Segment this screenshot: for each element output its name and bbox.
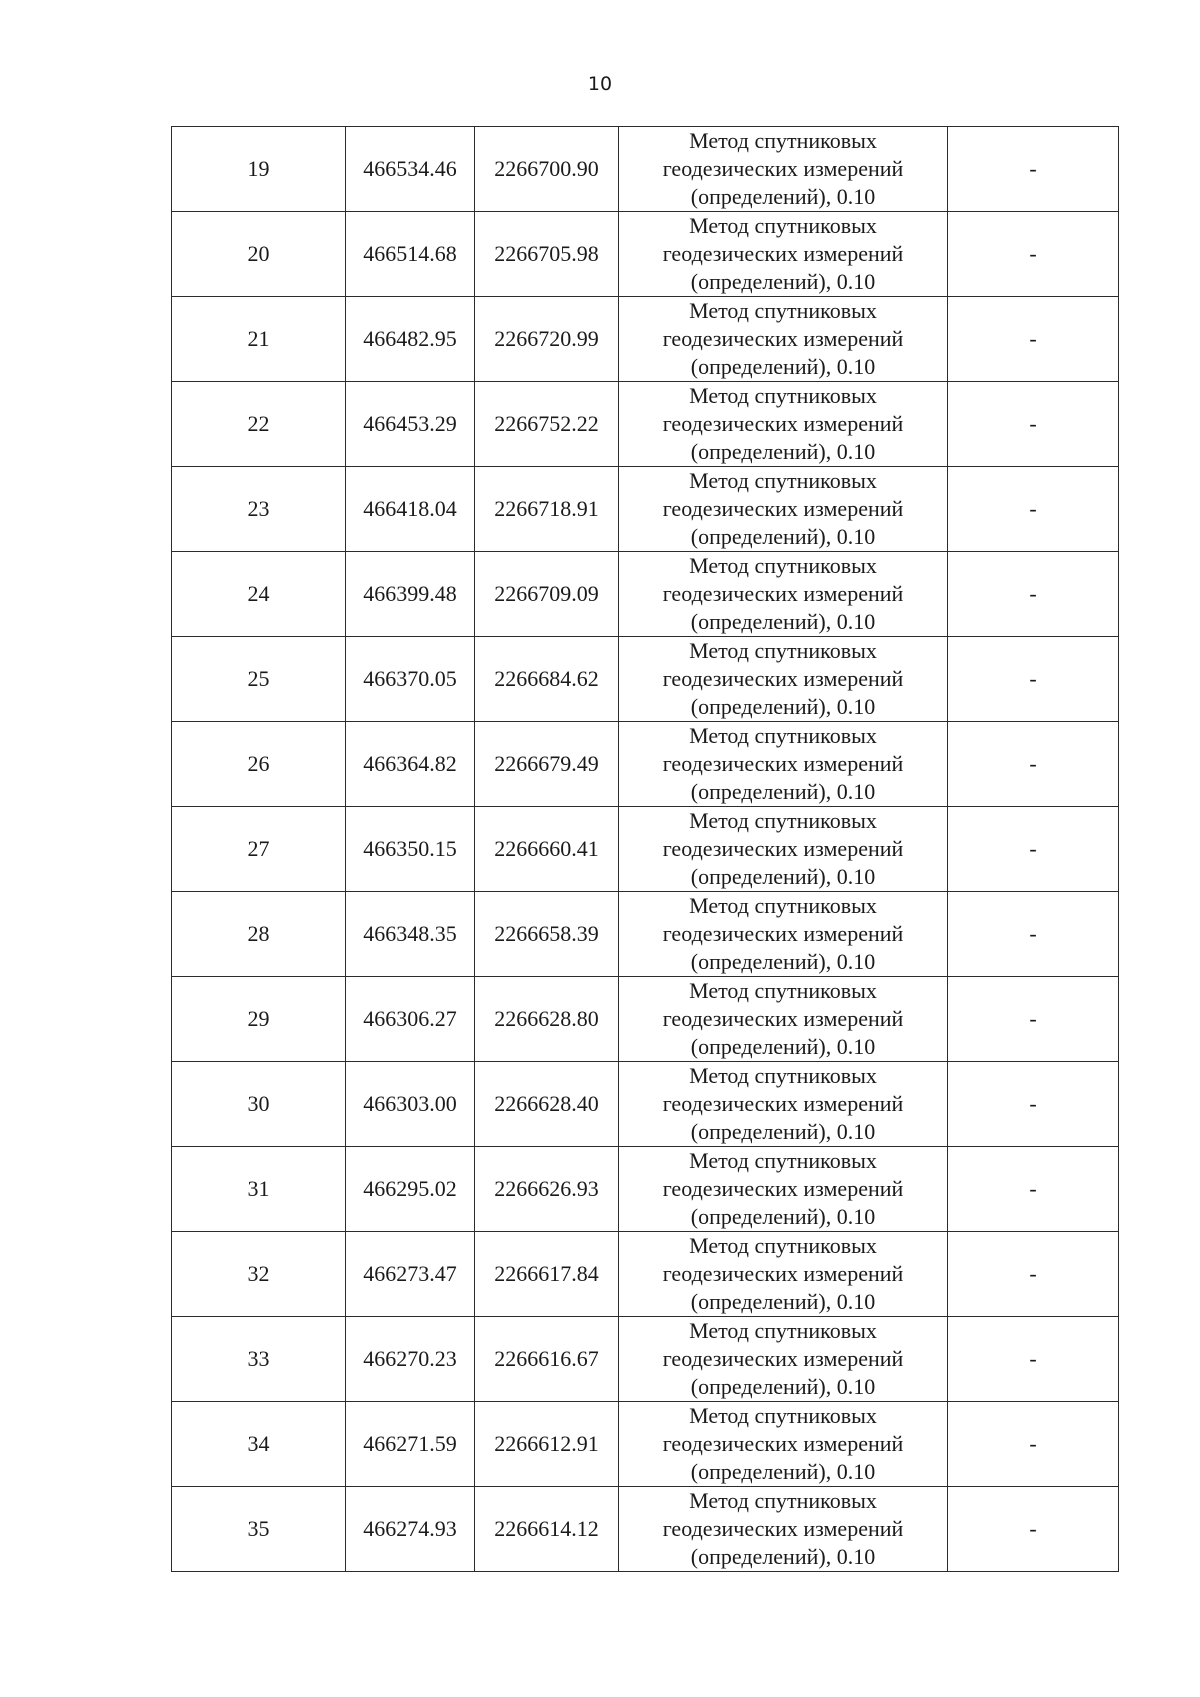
method-line: геодезических измерений bbox=[662, 156, 904, 181]
table-row bbox=[172, 297, 1119, 382]
note-cell: - bbox=[948, 552, 1119, 637]
note-cell: - bbox=[948, 977, 1119, 1062]
point-number-cell: 24 bbox=[172, 552, 346, 637]
y-coordinate-cell: 2266617.84 bbox=[475, 1232, 619, 1317]
x-coordinate-cell: 466306.27 bbox=[346, 977, 475, 1062]
method-line: (определений), 0.10 bbox=[690, 1119, 876, 1144]
y-coordinate-cell: 2266679.49 bbox=[475, 722, 619, 807]
method-line: Метод спутниковых bbox=[689, 638, 877, 663]
y-coordinate-cell: 2266684.62 bbox=[475, 637, 619, 722]
method-line: геодезических измерений bbox=[662, 411, 904, 436]
table-row bbox=[172, 467, 1119, 552]
method-line: геодезических измерений bbox=[662, 751, 904, 776]
y-coordinate-cell: 2266616.67 bbox=[475, 1317, 619, 1402]
y-coordinate-cell: 2266660.41 bbox=[475, 807, 619, 892]
y-coordinate-cell: 2266700.90 bbox=[475, 127, 619, 212]
method-line: Метод спутниковых bbox=[689, 1403, 877, 1428]
x-coordinate-cell: 466273.47 bbox=[346, 1232, 475, 1317]
method-line: (определений), 0.10 bbox=[690, 949, 876, 974]
table-row bbox=[172, 892, 1119, 977]
method-line: геодезических измерений bbox=[662, 1346, 904, 1371]
y-coordinate-cell: 2266709.09 bbox=[475, 552, 619, 637]
method-line: (определений), 0.10 bbox=[690, 864, 876, 889]
table-row bbox=[172, 1402, 1119, 1487]
note-cell: - bbox=[948, 1487, 1119, 1572]
method-line: (определений), 0.10 bbox=[690, 439, 876, 464]
table-row bbox=[172, 212, 1119, 297]
note-cell: - bbox=[948, 297, 1119, 382]
method-cell bbox=[619, 1147, 948, 1232]
method-cell bbox=[619, 1062, 948, 1147]
x-coordinate-cell: 466303.00 bbox=[346, 1062, 475, 1147]
method-cell bbox=[619, 1232, 948, 1317]
method-line: (определений), 0.10 bbox=[690, 609, 876, 634]
method-line: (определений), 0.10 bbox=[690, 1544, 876, 1569]
x-coordinate-cell: 466295.02 bbox=[346, 1147, 475, 1232]
note-cell: - bbox=[948, 892, 1119, 977]
method-line: геодезических измерений bbox=[662, 581, 904, 606]
note-cell: - bbox=[948, 637, 1119, 722]
method-line: (определений), 0.10 bbox=[690, 184, 876, 209]
point-number-cell: 32 bbox=[172, 1232, 346, 1317]
y-coordinate-cell: 2266612.91 bbox=[475, 1402, 619, 1487]
note-cell: - bbox=[948, 1317, 1119, 1402]
method-line: (определений), 0.10 bbox=[690, 1374, 876, 1399]
x-coordinate-cell: 466418.04 bbox=[346, 467, 475, 552]
point-number-cell: 19 bbox=[172, 127, 346, 212]
method-line: (определений), 0.10 bbox=[690, 524, 876, 549]
method-line: (определений), 0.10 bbox=[690, 1204, 876, 1229]
x-coordinate-cell: 466364.82 bbox=[346, 722, 475, 807]
table-row bbox=[172, 1062, 1119, 1147]
table-row bbox=[172, 977, 1119, 1062]
y-coordinate-cell: 2266720.99 bbox=[475, 297, 619, 382]
method-line: геодезических измерений bbox=[662, 666, 904, 691]
method-cell bbox=[619, 552, 948, 637]
point-number-cell: 26 bbox=[172, 722, 346, 807]
method-line: (определений), 0.10 bbox=[690, 779, 876, 804]
point-number-cell: 27 bbox=[172, 807, 346, 892]
method-line: геодезических измерений bbox=[662, 1176, 904, 1201]
note-cell: - bbox=[948, 1402, 1119, 1487]
x-coordinate-cell: 466453.29 bbox=[346, 382, 475, 467]
note-cell: - bbox=[948, 807, 1119, 892]
table-row bbox=[172, 1317, 1119, 1402]
note-cell: - bbox=[948, 1147, 1119, 1232]
method-line: геодезических измерений bbox=[662, 241, 904, 266]
point-number-cell: 34 bbox=[172, 1402, 346, 1487]
method-line: геодезических измерений bbox=[662, 1006, 904, 1031]
note-cell: - bbox=[948, 722, 1119, 807]
point-number-cell: 33 bbox=[172, 1317, 346, 1402]
point-number-cell: 28 bbox=[172, 892, 346, 977]
y-coordinate-cell: 2266658.39 bbox=[475, 892, 619, 977]
y-coordinate-cell: 2266752.22 bbox=[475, 382, 619, 467]
method-line: (определений), 0.10 bbox=[690, 269, 876, 294]
x-coordinate-cell: 466514.68 bbox=[346, 212, 475, 297]
method-line: геодезических измерений bbox=[662, 1516, 904, 1541]
method-cell bbox=[619, 807, 948, 892]
method-line: геодезических измерений bbox=[662, 1431, 904, 1456]
method-line: Метод спутниковых bbox=[689, 298, 877, 323]
point-number-cell: 23 bbox=[172, 467, 346, 552]
method-line: Метод спутниковых bbox=[689, 893, 877, 918]
x-coordinate-cell: 466271.59 bbox=[346, 1402, 475, 1487]
x-coordinate-cell: 466350.15 bbox=[346, 807, 475, 892]
method-cell bbox=[619, 297, 948, 382]
method-line: Метод спутниковых bbox=[689, 1233, 877, 1258]
method-line: Метод спутниковых bbox=[689, 553, 877, 578]
table-row bbox=[172, 722, 1119, 807]
method-line: геодезических измерений bbox=[662, 1091, 904, 1116]
note-cell: - bbox=[948, 467, 1119, 552]
method-line: Метод спутниковых bbox=[689, 1148, 877, 1173]
method-line: Метод спутниковых bbox=[689, 1488, 877, 1513]
page-number: 10 bbox=[587, 73, 613, 95]
method-line: геодезических измерений bbox=[662, 921, 904, 946]
x-coordinate-cell: 466274.93 bbox=[346, 1487, 475, 1572]
table-row bbox=[172, 552, 1119, 637]
x-coordinate-cell: 466348.35 bbox=[346, 892, 475, 977]
point-number-cell: 30 bbox=[172, 1062, 346, 1147]
method-line: геодезических измерений bbox=[662, 836, 904, 861]
point-number-cell: 31 bbox=[172, 1147, 346, 1232]
coordinates-table bbox=[171, 126, 1119, 1572]
note-cell: - bbox=[948, 1062, 1119, 1147]
note-cell: - bbox=[948, 212, 1119, 297]
method-cell bbox=[619, 977, 948, 1062]
x-coordinate-cell: 466370.05 bbox=[346, 637, 475, 722]
method-line: Метод спутниковых bbox=[689, 1063, 877, 1088]
table-row bbox=[172, 637, 1119, 722]
method-cell bbox=[619, 1487, 948, 1572]
point-number-cell: 35 bbox=[172, 1487, 346, 1572]
method-cell bbox=[619, 1402, 948, 1487]
point-number-cell: 21 bbox=[172, 297, 346, 382]
method-line: Метод спутниковых bbox=[689, 468, 877, 493]
method-line: (определений), 0.10 bbox=[690, 1034, 876, 1059]
method-cell bbox=[619, 212, 948, 297]
method-cell bbox=[619, 382, 948, 467]
method-line: геодезических измерений bbox=[662, 1261, 904, 1286]
method-line: геодезических измерений bbox=[662, 326, 904, 351]
y-coordinate-cell: 2266614.12 bbox=[475, 1487, 619, 1572]
method-line: (определений), 0.10 bbox=[690, 694, 876, 719]
coordinates-table-body bbox=[172, 127, 1119, 1572]
y-coordinate-cell: 2266628.40 bbox=[475, 1062, 619, 1147]
x-coordinate-cell: 466399.48 bbox=[346, 552, 475, 637]
method-line: Метод спутниковых bbox=[689, 213, 877, 238]
table-row bbox=[172, 1487, 1119, 1572]
y-coordinate-cell: 2266718.91 bbox=[475, 467, 619, 552]
method-cell bbox=[619, 127, 948, 212]
method-line: Метод спутниковых bbox=[689, 808, 877, 833]
x-coordinate-cell: 466270.23 bbox=[346, 1317, 475, 1402]
table-row bbox=[172, 1147, 1119, 1232]
method-line: Метод спутниковых bbox=[689, 978, 877, 1003]
x-coordinate-cell: 466482.95 bbox=[346, 297, 475, 382]
table-row bbox=[172, 127, 1119, 212]
note-cell: - bbox=[948, 1232, 1119, 1317]
method-line: (определений), 0.10 bbox=[690, 354, 876, 379]
method-line: (определений), 0.10 bbox=[690, 1459, 876, 1484]
note-cell: - bbox=[948, 382, 1119, 467]
table-row bbox=[172, 807, 1119, 892]
method-cell bbox=[619, 892, 948, 977]
point-number-cell: 22 bbox=[172, 382, 346, 467]
method-line: геодезических измерений bbox=[662, 496, 904, 521]
point-number-cell: 29 bbox=[172, 977, 346, 1062]
method-cell bbox=[619, 1317, 948, 1402]
method-line: Метод спутниковых bbox=[689, 723, 877, 748]
method-cell bbox=[619, 637, 948, 722]
table-row bbox=[172, 1232, 1119, 1317]
y-coordinate-cell: 2266626.93 bbox=[475, 1147, 619, 1232]
y-coordinate-cell: 2266628.80 bbox=[475, 977, 619, 1062]
y-coordinate-cell: 2266705.98 bbox=[475, 212, 619, 297]
method-line: Метод спутниковых bbox=[689, 1318, 877, 1343]
method-line: Метод спутниковых bbox=[689, 128, 877, 153]
point-number-cell: 20 bbox=[172, 212, 346, 297]
table-row bbox=[172, 382, 1119, 467]
point-number-cell: 25 bbox=[172, 637, 346, 722]
method-line: (определений), 0.10 bbox=[690, 1289, 876, 1314]
note-cell: - bbox=[948, 127, 1119, 212]
method-cell bbox=[619, 467, 948, 552]
method-line: Метод спутниковых bbox=[689, 383, 877, 408]
x-coordinate-cell: 466534.46 bbox=[346, 127, 475, 212]
method-cell bbox=[619, 722, 948, 807]
